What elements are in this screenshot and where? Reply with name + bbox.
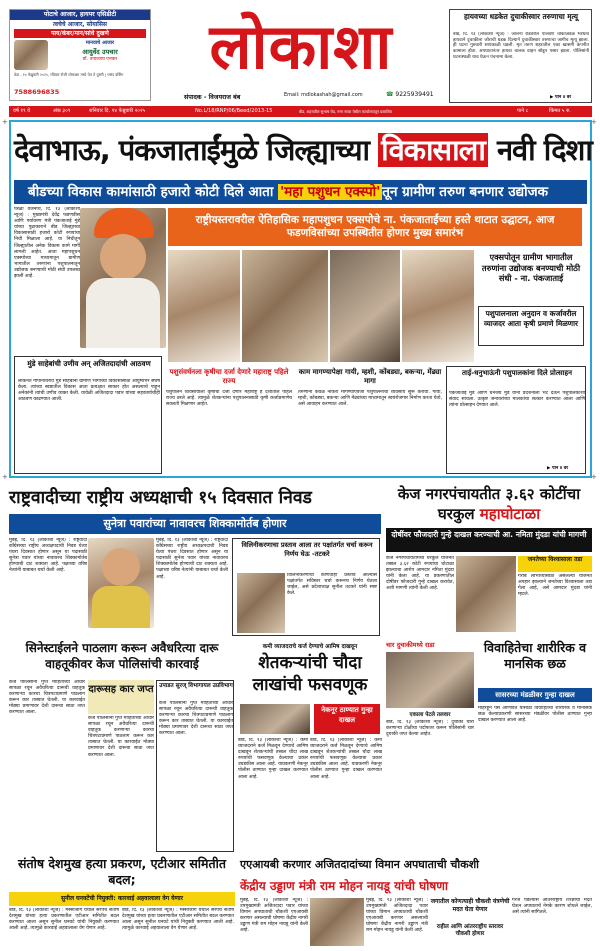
masthead-phone [386, 91, 446, 98]
livestock-box-body: तरुणांनी केवळ नोकरी मागण्याऐवजी पशुपालनाचा व्यवसाय सुरू करावा. गायी, म्हशी, कोंबड्या, बकऱ्या आणि मेंढ्यांच्या माध्यमातून स्वयंरोजगार निर्माण करता येतो, असे आवाहन करण्यात आले. [298, 390, 442, 408]
dateline-office: बीड, शहरातील सुभाष रोड, नगर नाका येथील कार्यालयातून प्रकाशित [299, 109, 392, 114]
phone-number: 9225939491 [395, 91, 434, 98]
sunetra-face [102, 548, 140, 586]
ad-line1: पोटाचे आजार, हायपर एसिडीटी [10, 10, 150, 20]
santosh-headline: संतोष देशमुख हत्या प्रकरण, एटीआर समितीत बदल; [18, 856, 226, 887]
thieves-caption: एकाला पेटले तलवार [409, 712, 451, 718]
ncp-body-2: मुंबई, दि. १३ (लोकाशा न्यूज) : राष्ट्रवादी काँग्रेसच्या राष्ट्रीय अध्यक्षपदाची निवड येत्या पंधरा दिवसात होणार असून या पदासाठी सुनेत्रा पवार यांच्या नावावरच शिक्कामोर्तब होण्याची दाट शक्यता आहे. पक्षाच्या वरिष्ठ नेत्यांनी याबाबत चर्चा केली आहे. [156, 538, 228, 580]
marriage-tag: सासरच्या मंडळीवर गुन्हा दाखल [478, 688, 592, 702]
deputy-title: उपाडत सुरज् विभागायल उप्रविभाग [159, 683, 233, 689]
side-box-1: जगातील कोणत्याही चौकशी यंत्रणेची मदत घेता येणार [430, 898, 510, 913]
thieves-photo [386, 652, 474, 708]
dateline-year: वर्ष १९ वे [13, 108, 31, 114]
lead-sub-b: 'महा पशुधन एक्स्पो' [280, 184, 381, 200]
dateline-date: शनिवार दि. १४ फेब्रुवारी २०२५ [89, 108, 146, 114]
fraud-headline: शेतकऱ्यांची चौदा लाखांची फसवणूक [252, 653, 368, 695]
email: Email: mdlokashah@gmail.com [284, 92, 363, 98]
tatkare-title: विलिनीकरणाचा प्रस्ताव आला तर पक्षांतर्गत चर्चा करून निर्णय घेऊ -तटकरे [241, 541, 373, 558]
munde-box [14, 356, 162, 474]
naidu-photo [310, 898, 364, 946]
lead-body: परळी वैजनाथ, दि. १३ (लोकाशा न्यूज) : मुख्यमंत्री देवेंद्र फडणवीस आणि पर्यावरण मंत्री पंकजाताई मुंडे यांच्या पुढाकाराने बीड जिल्ह्याच्या विकासासाठी हजारो कोटी रुपयांचा निधी मिळाला आहे. या निधीतून जिल्ह्यातील अनेक विकास कामे मार्गी लागली आहेत. आता महापशुधन एक्स्पोच्या माध्यमातून ग्रामीण भागातील तरुणांना पशुपालनातून उद्योजक बनण्याची मोठी संधी उपलब्ध झाली आहे. [14, 207, 80, 280]
munde-box-body: लोकनेते गोपीनाथराव मुंडे साहेबांनी ग्रामीण भागाच्या विकासासाठी आयुष्यभर संघर्ष केला. त्यांच्या स्वप्नातील विकास आता प्रत्यक्षात साकार होत असल्याचे पाहून अनेकांनी त्यांची उणीव व्यक्त केली. यावेळी अजितदादा पवार यांच्या सहकार्याचीही आठवण काढण्यात आली. [18, 379, 160, 403]
event-photo-1 [168, 250, 240, 362]
lead-sub-a: बीडच्या विकास कामांसाठी हजारो कोटी दिले आता [28, 184, 279, 200]
crop-mark-left-top: + [2, 118, 8, 126]
sinner-body-2: केज पोलिसांनी गुप्त माहितीच्या आधारे सापळा रचून अवैधरित्या दारूची वाहतूक करणाऱ्या कारचा चित्रपटाप्रमाणे पाठलाग करून कार ताब्यात घेतली. या कारवाईत मोठ्या प्रमाणावर देशी दारूचा साठा जप्त करण्यात आला. [88, 716, 154, 758]
crop-mark-right-mid: + [591, 473, 597, 481]
ncp-body: मुंबई, दि. १३ (लोकाशा न्यूज) : राष्ट्रवादी काँग्रेसच्या राष्ट्रीय अध्यक्षपदाची निवड येत्या पंधरा दिवसात होणार असून या पदासाठी सुनेत्रा पवार यांच्या नावावरच शिक्कामोर्तब होण्याची दाट शक्यता आहे. पक्षाच्या वरिष्ठ नेत्यांनी याबाबत चर्चा केली आहे. [9, 538, 87, 574]
tai-box [446, 366, 586, 474]
masthead-title: लोकाशा [209, 10, 393, 83]
sinner-headline: सिनेस्टाईलने पाठलाग करून अवैधरित्या दारू वाहतूकीवर केज पोलिसांची कारवाई [25, 641, 219, 671]
livestock-box-title: काम मागण्यापेक्षा गायी, म्हशी, कोंबड्या, बकऱ्या, मेंढ्या मागा [298, 368, 442, 385]
tatkare-box [232, 538, 380, 636]
liquor-box: दारूसह कार जप्त [88, 680, 154, 714]
phone-icon: ☎ [386, 91, 394, 98]
kej-headline [386, 484, 592, 524]
lead-quote: एक्सपोतून ग्रामीण भागातील तरुणांना उद्योजक बनण्याची मोठी संधी - ना. पंकजाताई [481, 252, 581, 283]
santosh-body: बीड, दि. १३ (लोकाशा न्यूज) : मस्साजोग येथील सरपंच संतोष देशमुख यांच्या हत्या प्रकरणातील एटीआर समितीत बदल करण्यात आला असून सुनील घनवटे यांची नियुक्ती करण्यात आली आहे. त्यामुळे कारवाई अहवालाला वेग येणार आहे. [9, 908, 119, 932]
right-box-body: बीड, दि. १३ (लोकाशा न्यूज) : जालना रोडवरील पालवण चौकाजवळ भरधाव हायवाने दुचाकीला जोराची धडक दिल्याने दुचाकीस्वार तरुणाचा जागीच मृत्यू झाला. ही घटना गुरुवारी सायंकाळी घडली. मृत तरुण शहरातील एका खासगी कंपनीत कामाला होता. अपघातानंतर हायवा चालक वाहन सोडून पसार झाला. पोलिसांनी घटनास्थळी धाव घेऊन पंचनामा केला. [453, 32, 589, 60]
lead-subheadline [14, 180, 587, 204]
sunetra-photo [88, 538, 154, 628]
sinner-body: केज पोलिसांनी गुप्त माहितीच्या आधारे सापळा रचून अवैधरित्या दारूची वाहतूक करणाऱ्या कारचा चित्रपटाप्रमाणे पाठलाग करून कार ताब्यात घेतली. या कारवाईत मोठ्या प्रमाणावर देशी दारूचा साठा जप्त करण्यात आला. [9, 680, 85, 716]
agri-box-title: पशुसंवर्धनला कृषीचा दर्जा देणारे महाराष्ट्र पहिले राज्य [169, 368, 289, 385]
tatkare-photo [237, 573, 285, 633]
kej-headline-red: महाघोटाळा [479, 505, 541, 523]
plane-sub: केंद्रीय उड्डाण मंत्री राम मोहन नायडू यांची घोषणा [240, 879, 449, 893]
santosh-body-2: बीड, दि. १३ (लोकाशा न्यूज) : मस्साजोग येथील सरपंच संतोष देशमुख यांच्या हत्या प्रकरणातील एटीआर समितीत बदल करण्यात आला असून सुनील घनवटे यांची नियुक्ती करण्यात आली आहे. त्यामुळे कारवाई अहवालाला वेग येणार आहे. [122, 908, 234, 932]
agri-box-body: पशुपालन व्यवसायाला कृषीचा दर्जा देणारे महाराष्ट्र हे देशातील पहिले राज्य ठरले आहे. त्यामुळे शेतकऱ्यांना पशुपालनासाठी कृषी कर्जाप्रमाणेच सवलती मिळणार आहेत. [166, 390, 292, 408]
lead-headline [14, 124, 592, 176]
mundada-photo [456, 556, 516, 632]
plane-body: मुंबई, दि. १३ (लोकाशा न्यूज) : उपमुख्यमंत्री अजितदादा पवार यांच्या विमान अपघाताची चौकशी एएआयबी करणार असल्याची घोषणा केंद्रीय नागरी उड्डाण मंत्री राम मोहन नायडू यांनी केली आहे. [240, 898, 308, 934]
thieves-body: बीड, दि. १३ (लोकाशा न्यूज) : दुचाकी चोरी करणाऱ्या टोळीचा पर्दाफाश करून पोलिसांनी चार दुचाकी जप्त केल्या आहेत. [386, 720, 474, 738]
plane-headline: एएआयबी करणार अजितदादांच्या विमान अपघाताची चौकशी [240, 858, 480, 871]
face-shape [100, 234, 146, 280]
tatkare-body: विलिनीकरणाचा कोणताही प्रस्ताव आल्यास पक्षांतर्गत सविस्तर चर्चा करूनच निर्णय घेतला जाईल, असे प्रदेशाध्यक्ष सुनील तटकरे यांनी स्पष्ट केले. [287, 573, 377, 597]
ncp-headline: राष्ट्रवादीच्या राष्ट्रीय अध्यक्षाची १५ दिवसात निवड [9, 488, 312, 508]
right-news-box [449, 9, 592, 103]
tai-more-text: पान ४ वर [552, 466, 569, 471]
kej-headline-text: केज नगरपंचायतीत ३.६२ कोटींचा घरकुल [397, 485, 581, 523]
dateline-pages: पाने ८ [517, 108, 529, 114]
dateline-issue: अंक ३०९ [53, 108, 71, 114]
ad-line5: आयुर्वेद उपचार [82, 48, 118, 56]
middle-box: कमी व्याजदराचे कर्ज देण्याचे आमिष दाखवून [262, 644, 358, 650]
fraud-body-2: बीड, दि. १३ (लोकाशा न्यूज) : कमी व्याजदराने कर्ज मिळवून देण्याचे आमिष दाखवून शेतकऱ्यांची तब्बल चौदा लाख रुपयांची फसवणूक केल्याचा प्रकार उघडकीस आला आहे. याप्रकरणी नेकनूर पोलीस ठाण्यात गुन्हा दाखल करण्यात आला आहे. [310, 738, 382, 780]
plane-body-2: मुंबई, दि. १३ (लोकाशा न्यूज) : उपमुख्यमंत्री अजितदादा पवार यांच्या विमान अपघाताची चौकशी एएआयबी करणार असल्याची घोषणा केंद्रीय नागरी उड्डाण मंत्री राम मोहन नायडू यांनी केली आहे. [366, 898, 428, 934]
ad-line4: मानवाचे आजार [85, 40, 115, 46]
deputy-body: केज पोलिसांनी गुप्त माहितीच्या आधारे सापळा रचून अवैधरित्या दारूची वाहतूक करणाऱ्या कारचा चित्रपटाप्रमाणे पाठलाग करून कार ताब्यात घेतली. या कारवाईत मोठ्या प्रमाणावर देशी दारूचा साठा जप्त करण्यात आला. [159, 701, 233, 737]
ad-phone: 7588696835 [14, 88, 60, 96]
munde-box-title: मुंडे साहेबांची उणीव अन् अजितदादांची आठवण [27, 359, 151, 368]
agri-box [164, 366, 294, 474]
shirt-shape [86, 278, 160, 348]
marriage-body: माहेरहून पैसे आणावेत यासाठी विवाहितेचा शारीरिक व मानसिक छळ केल्याप्रकरणी सासरच्या मंडळींवर पोलीस ठाण्यात गुन्हा दाखल करण्यात आला आहे. [478, 706, 592, 724]
fraud-tag-photo [238, 702, 312, 736]
right-box-title: हायवच्या धडकेत दुचाकीस्वार तरुणाचा मृत्यू [464, 12, 578, 21]
dateline-reg: No.L/18/RNP/06/Beed/2013-15 [195, 108, 273, 114]
kej-body: केज नगरपंचायतीमध्ये घरकुल योजनेत तब्बल ३.६२ कोटी रुपयांचा घोटाळा झाल्याचा आरोप आमदार नमिता मुंदडा यांनी केला आहे. या प्रकरणातील दोषींवर फौजदारी गुन्हे दाखल करावेत, अशी मागणी त्यांनी केली आहे. [386, 556, 454, 592]
tai-box-title: ताई-धनुभाऊंनी पशुपालकांना दिले प्रोत्साहन [462, 369, 572, 377]
ad-line2: त्वचेचे आजार, सोयासिस [53, 21, 107, 28]
tai-box-body: पंकजाताई मुंडे आणि धनंजय मुंडे यांनी प्रदर्शनाला भेट देऊन पशुपालकांशी संवाद साधला. उत्कृष्ट जनावरांच्या मालकांचा सत्कार करण्यात आला आणि त्यांना प्रोत्साहन देण्यात आले. [449, 391, 585, 409]
event-photo-4 [402, 250, 474, 362]
cm-photo [80, 208, 166, 348]
ad-line6: डॉ. उपाध्याय एनकर [82, 57, 118, 62]
thieves-tag: चार दुचाकीमध्ये राडा [386, 641, 435, 649]
tai-more: ▶ पान ४ वर [547, 466, 569, 471]
lead-sub-c: तून ग्रामीण तरुण बनणार उद्योजक [382, 184, 549, 200]
fraud-photo [240, 704, 310, 734]
lead-headline-a: देवाभाऊ, पंकजाताईंमुळे जिल्ह्याच्या [14, 133, 379, 167]
lead-box2: पशुपालनाला अनुदान व कर्जावरील व्याजदर आता कृषी प्रमाणे मिळणार [478, 306, 584, 346]
side-box-2: राहील आणि आंतरराष्ट्रीय स्तरावर चौकशी होणार [436, 924, 504, 937]
fraud-body: बीड, दि. १३ (लोकाशा न्यूज) : कमी व्याजदराने कर्ज मिळवून देण्याचे आमिष दाखवून शेतकऱ्यांची तब्बल चौदा लाख रुपयांची फसवणूक केल्याचा प्रकार उघडकीस आला आहे. याप्रकरणी नेकनूर पोलीस ठाण्यात गुन्हा दाखल करण्यात आला आहे. [238, 738, 308, 780]
fraud-tag: नेकनूर ठाण्यात गुन्हा दाखल [314, 704, 380, 734]
ad-line3: पाय/कंबर/मान/सांधे दुखणे [14, 29, 146, 38]
side-body: गरज पडल्यास आंतरराष्ट्रीय तज्ज्ञांची मदत घेऊन अपघाताचे नेमके कारण शोधले जाईल, असे त्यांनी सांगितले. [512, 898, 592, 916]
sunetra-saree [92, 586, 150, 628]
ad-box [9, 9, 151, 101]
deputy-box [156, 680, 234, 852]
marriage-headline: विवाहितेचा शारीरिक व मानसिक छळ [483, 640, 587, 671]
crop-mark-left-mid: + [2, 473, 8, 481]
janata-box: जनतेच्या विश्वासाला तडा [518, 556, 592, 572]
dateline-price: किंमत ५ रु. [549, 108, 571, 114]
event-photo-3 [330, 250, 400, 362]
editor: संपादक - विजयराज बंब [184, 94, 241, 101]
crop-mark-right-top: + [591, 118, 597, 126]
janata-body: गरीब लाभार्थ्यांसाठी असलेल्या योजनेत अपहार झाल्याने जनतेच्या विश्वासाला तडा गेला आहे, असे आमदार मुंदडा यांनी म्हटले. [518, 574, 592, 598]
livestock-box [296, 366, 444, 474]
ad-photo [14, 40, 48, 70]
dateline-bar [9, 106, 592, 117]
kej-sub: दोषींवर फौजदारी गुन्हे दाखल करण्याची आ. नमिता मुंदडा यांची मागणी [386, 528, 592, 552]
right-box-more: ▶ पान ४ वर [550, 95, 572, 100]
santosh-tag: सुनील घनवटेंची नियुक्ती: कारवाई अहवालाला वेग येणार [9, 892, 235, 906]
lead-headline-b: विकासाला [378, 133, 488, 167]
event-photo-2 [242, 250, 328, 362]
ad-contact: वेळ - १० फेब्रुवारी २०२५, रविवार रोजी लोकाशा मध्ये येत ते दुसरी | पसंद वर्किंग [14, 72, 124, 77]
lead-headline-c: नवी दिशा [487, 133, 592, 167]
lead-banner: राष्ट्रीयस्तरावरील ऐतिहासिक महापशुधन एक्सपोचे ना. पंकजाताईंच्या हस्ते थाटात उद्घाटन, आज फडणविसांच्या उपस्थितीत होणार मुख्य समारंभ [168, 208, 582, 246]
ncp-sub: सुनेत्रा पवारांच्या नावावरच शिक्कामोर्तब होणार [9, 514, 381, 534]
right-box-more-text: पान ४ वर [555, 95, 572, 100]
